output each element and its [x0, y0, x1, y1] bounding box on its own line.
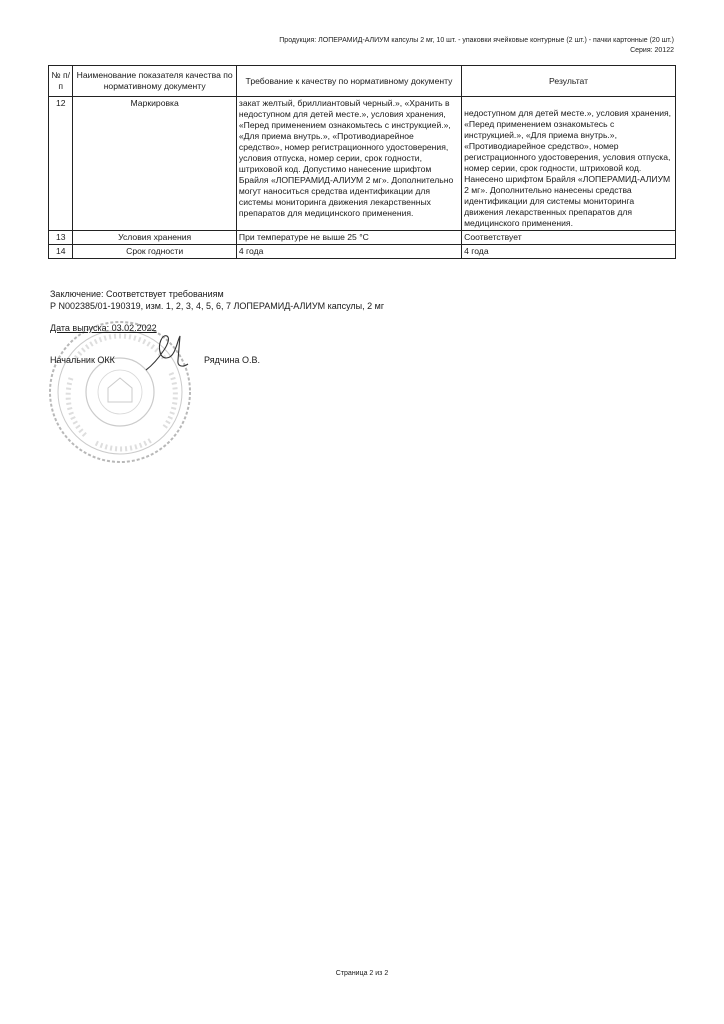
handwritten-signature-icon — [140, 330, 200, 376]
results-table — [48, 65, 676, 259]
table-row — [49, 231, 676, 245]
row-indicator-name: Условия хранения — [73, 231, 236, 245]
row-indicator-name: Маркировка — [73, 97, 236, 231]
row-indicator-name: Срок годности — [73, 245, 236, 259]
header-requirement: Требование к качеству по нормативному документу — [236, 66, 461, 97]
row-requirement: 4 года — [236, 245, 461, 259]
conclusion-line-1: Заключение: Соответствует требованиям — [50, 289, 224, 299]
signer-name: Рядчина О.В. — [204, 355, 261, 365]
header-number: № п/п — [49, 66, 73, 97]
header-indicator-name: Наименование показателя качества по нормативному документу — [73, 66, 236, 97]
product-line: Продукция: ЛОПЕРАМИД-АЛИУМ капсулы 2 мг, 10 шт. - упаковки ячейковые контурные (2 шт.) - пачки картонные (20 шт.) — [279, 37, 674, 44]
signer-role: Начальник ОКК — [50, 355, 115, 365]
page-number: Страница 2 из 2 — [335, 970, 389, 977]
issue-date: Дата выпуска: 03.02.2022 — [50, 323, 157, 333]
conclusion-line-2: Р N002385/01-190319, изм. 1, 2, 3, 4, 5, 6, 7 ЛОПЕРАМИД-АЛИУМ капсулы, 2 мг — [50, 301, 385, 311]
table-row — [49, 97, 676, 231]
row-number: 13 — [49, 231, 73, 245]
header-result: Результат — [462, 66, 676, 97]
row-number: 14 — [49, 245, 73, 259]
row-number: 12 — [49, 97, 73, 231]
document-header — [234, 36, 674, 55]
table-row — [49, 245, 676, 259]
table-header-row — [49, 66, 676, 97]
row-result: 4 года — [462, 245, 676, 259]
row-result: недоступном для детей месте.», условия хранения, «Перед применением ознакомьтесь с инструкцией.», «Для приема внутрь.», «Противодиарейное средство», номер регистрационного удостоверения, условия отпуска, номер серии, срок годности, штриховой код. Нанесено шрифтом Брайля «ЛОПЕРАМИД-АЛИУМ 2 мг». Дополнительно нанесены средства идентификации для системы мониторинга движения лекарственных препаратов для медицинского применения. — [462, 97, 676, 231]
row-requirement: При температуре не выше 25 °С — [236, 231, 461, 245]
row-result: Соответствует — [462, 231, 676, 245]
conclusion-block — [50, 288, 650, 312]
row-requirement: закат желтый, бриллиантовый черный.», «Хранить в недоступном для детей месте.», условия хранения, «Перед применением ознакомьтесь с инструкцией.», «Для приема внутрь.», «Противодиарейное средство», номер регистрационного удостоверения, условия отпуска, номер серии, срок годности, штриховой код. Допустимо нанесение шрифтом Брайля «ЛОПЕРАМИД-АЛИУМ 2 мг». Дополнительно могут наноситься средства идентификации для системы мониторинга движения лекарственных препаратов для медицинского применения. — [236, 97, 461, 231]
series-number: Серия: 20122 — [630, 46, 674, 54]
